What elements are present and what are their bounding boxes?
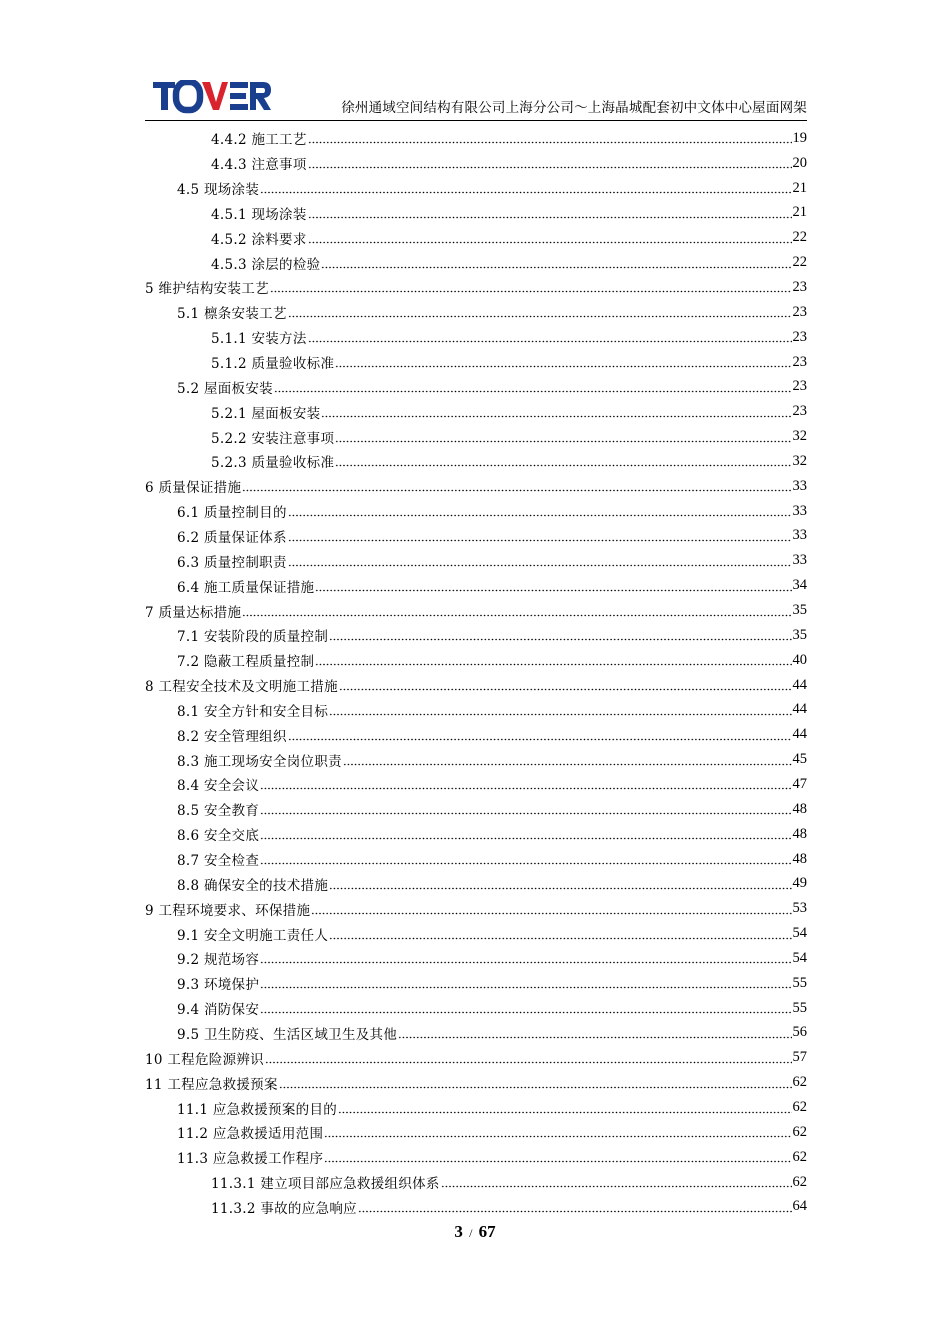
toc-dot-leader — [308, 340, 792, 343]
toc-entry-title: 4.5.3 涂层的检验 — [211, 256, 321, 273]
toc-entry[interactable] — [145, 598, 807, 623]
toc-dot-leader — [324, 1160, 791, 1163]
toc-entry-page-number: 33 — [792, 502, 807, 519]
toc-entry-page-number: 23 — [792, 278, 807, 295]
toc-dot-leader — [279, 1086, 792, 1089]
toc-entry-page-number: 35 — [792, 602, 807, 619]
toc-entry-page-number: 62 — [792, 1099, 807, 1116]
toc-entry-page-number: 40 — [792, 651, 807, 668]
toc-entry[interactable] — [145, 1021, 807, 1046]
toc-dot-leader — [358, 1210, 792, 1213]
toc-dot-leader — [308, 141, 792, 144]
toc-dot-leader — [260, 837, 791, 840]
toc-dot-leader — [338, 1111, 791, 1114]
toc-entry-title: 9.5 卫生防疫、生活区域卫生及其他 — [177, 1026, 398, 1043]
toc-entry-title: 5.2.1 屋面板安装 — [211, 405, 321, 422]
toc-entry-page-number: 49 — [792, 875, 807, 892]
toc-entry-title: 8 工程安全技术及文明施工措施 — [145, 679, 338, 696]
toc-entry-title: 11.3.2 事故的应急响应 — [211, 1200, 357, 1217]
toc-entry[interactable] — [145, 648, 807, 673]
toc-entry-title: 4.5.2 涂料要求 — [211, 231, 307, 248]
toc-entry-title: 8.1 安全方针和安全目标 — [177, 703, 329, 720]
page-header — [145, 78, 807, 120]
toc-entry[interactable] — [145, 151, 807, 176]
toc-entry-page-number: 57 — [792, 1049, 807, 1066]
toc-dot-leader — [288, 738, 792, 741]
toc-entry[interactable] — [145, 921, 807, 946]
toc-dot-leader — [335, 440, 791, 443]
toc-entry[interactable] — [145, 449, 807, 474]
toc-entry-page-number: 48 — [792, 850, 807, 867]
toc-entry[interactable] — [145, 698, 807, 723]
toc-entry-page-number: 32 — [792, 428, 807, 445]
page-separator: / — [469, 1226, 473, 1240]
header-title: 徐州通域空间结构有限公司上海分公司～上海晶城配套初中文体中心屋面网架 — [341, 100, 807, 116]
toc-entry[interactable] — [145, 1145, 807, 1170]
toc-entry-title: 7.1 安装阶段的质量控制 — [177, 629, 329, 646]
toc-dot-leader — [260, 1011, 791, 1014]
toc-entry-title: 11.3 应急救援工作程序 — [177, 1151, 324, 1168]
toc-entry-page-number: 23 — [792, 328, 807, 345]
toc-dot-leader — [242, 489, 791, 492]
toc-entry[interactable] — [145, 325, 807, 350]
toc-entry-title: 9.3 环境保护 — [177, 977, 260, 994]
toc-entry-page-number: 23 — [792, 378, 807, 395]
toc-entry-title: 8.6 安全交底 — [177, 828, 260, 845]
toc-entry-title: 9 工程环境要求、环保措施 — [145, 902, 311, 919]
toc-entry-page-number: 33 — [792, 477, 807, 494]
toc-entry-title: 5.1 檩条安装工艺 — [177, 306, 287, 323]
toc-entry[interactable] — [145, 399, 807, 424]
toc-entry[interactable] — [145, 250, 807, 275]
toc-entry[interactable] — [145, 126, 807, 151]
toc-entry-page-number: 48 — [792, 825, 807, 842]
toc-dot-leader — [335, 365, 791, 368]
toc-entry-title: 5 维护结构安装工艺 — [145, 281, 269, 298]
toc-dot-leader — [329, 937, 791, 940]
toc-entry[interactable] — [145, 375, 807, 400]
toc-entry-page-number: 22 — [792, 229, 807, 246]
toc-dot-leader — [315, 589, 791, 592]
toc-dot-leader — [270, 290, 792, 293]
toc-entry-page-number: 32 — [792, 452, 807, 469]
toc-dot-leader — [308, 216, 792, 219]
toc-entry-page-number: 23 — [792, 303, 807, 320]
toc-dot-leader — [321, 415, 791, 418]
toc-dot-leader — [329, 887, 791, 890]
toc-entry[interactable] — [145, 896, 807, 921]
toc-entry[interactable] — [145, 474, 807, 499]
toc-entry[interactable] — [145, 424, 807, 449]
toc-entry[interactable] — [145, 548, 807, 573]
toc-dot-leader — [324, 1135, 791, 1138]
toc-entry-title: 4.5.1 现场涂装 — [211, 206, 307, 223]
toc-entry-title: 6 质量保证措施 — [145, 480, 242, 497]
toc-entry-page-number: 20 — [792, 154, 807, 171]
toc-entry[interactable] — [145, 1045, 807, 1070]
toc-entry-title: 9.2 规范场容 — [177, 952, 260, 969]
page-number-footer — [0, 1222, 950, 1242]
toc-entry-title: 4.4.3 注意事项 — [211, 157, 307, 174]
toc-entry[interactable] — [145, 822, 807, 847]
toc-entry-title: 7 质量达标措施 — [145, 604, 242, 621]
toc-entry-title: 8.8 确保安全的技术措施 — [177, 877, 329, 894]
toc-entry-title: 5.2 屋面板安装 — [177, 380, 273, 397]
toc-entry-title: 6.2 质量保证体系 — [177, 529, 287, 546]
toc-entry[interactable] — [145, 201, 807, 226]
toc-entry-title: 6.1 质量控制目的 — [177, 505, 287, 522]
toc-dot-leader — [260, 787, 791, 790]
toc-entry-page-number: 44 — [792, 726, 807, 743]
toc-entry-title: 8.4 安全会议 — [177, 778, 260, 795]
toc-entry-page-number: 33 — [792, 552, 807, 569]
toc-entry[interactable] — [145, 673, 807, 698]
toc-entry[interactable] — [145, 225, 807, 250]
toc-dot-leader — [339, 688, 792, 691]
toc-entry[interactable] — [145, 1170, 807, 1195]
current-page-number: 3 — [454, 1222, 463, 1241]
toc-entry-page-number: 44 — [792, 701, 807, 718]
toc-entry-page-number: 23 — [792, 353, 807, 370]
toc-entry[interactable] — [145, 176, 807, 201]
toc-entry-title: 10 工程危险源辨识 — [145, 1051, 264, 1068]
toc-entry-page-number: 64 — [792, 1198, 807, 1215]
toc-entry-title: 5.1.1 安装方法 — [211, 331, 307, 348]
toc-entry[interactable] — [145, 772, 807, 797]
toc-entry-page-number: 48 — [792, 800, 807, 817]
toc-entry[interactable] — [145, 747, 807, 772]
toc-entry-page-number: 62 — [792, 1148, 807, 1165]
toc-dot-leader — [311, 912, 791, 915]
toc-dot-leader — [288, 539, 792, 542]
toc-entry[interactable] — [145, 1120, 807, 1145]
toc-dot-leader — [329, 638, 791, 641]
toc-dot-leader — [321, 266, 791, 269]
toc-entry[interactable] — [145, 300, 807, 325]
toc-entry[interactable] — [145, 623, 807, 648]
toc-entry-title: 5.1.2 质量验收标准 — [211, 356, 335, 373]
toc-dot-leader — [398, 1036, 791, 1039]
toc-entry[interactable] — [145, 797, 807, 822]
toc-entry-title: 11.3.1 建立项目部应急救援组织体系 — [211, 1176, 440, 1193]
toc-dot-leader — [308, 241, 792, 244]
toc-entry-page-number: 33 — [792, 527, 807, 544]
toc-entry-page-number: 45 — [792, 751, 807, 768]
toc-dot-leader — [329, 713, 791, 716]
toc-entry-title: 4.5 现场涂装 — [177, 182, 260, 199]
toc-entry[interactable] — [145, 946, 807, 971]
toc-entry[interactable] — [145, 996, 807, 1021]
toc-dot-leader — [260, 986, 791, 989]
toc-entry-page-number: 44 — [792, 676, 807, 693]
toc-entry-title: 11.2 应急救援适用范围 — [177, 1126, 324, 1143]
toc-entry-title: 7.2 隐蔽工程质量控制 — [177, 654, 315, 671]
toc-dot-leader — [288, 514, 792, 517]
toc-entry[interactable] — [145, 499, 807, 524]
toc-entry-page-number: 55 — [792, 999, 807, 1016]
toc-dot-leader — [274, 390, 792, 393]
toc-entry[interactable] — [145, 524, 807, 549]
toc-entry-page-number: 54 — [792, 949, 807, 966]
toc-dot-leader — [441, 1185, 792, 1188]
toc-dot-leader — [288, 564, 792, 567]
toc-entry-title: 4.4.2 施工工艺 — [211, 132, 307, 149]
total-pages-number: 67 — [478, 1222, 496, 1241]
toc-dot-leader — [288, 315, 792, 318]
toc-entry-title: 6.3 质量控制职责 — [177, 554, 287, 571]
toc-entry-page-number: 62 — [792, 1123, 807, 1140]
toc-entry-page-number: 62 — [792, 1074, 807, 1091]
tower-logo — [153, 80, 271, 114]
toc-entry[interactable] — [145, 722, 807, 747]
toc-entry[interactable] — [145, 350, 807, 375]
toc-dot-leader — [335, 464, 791, 467]
toc-entry[interactable] — [145, 872, 807, 897]
toc-entry-title: 8.2 安全管理组织 — [177, 728, 287, 745]
toc-entry-page-number: 23 — [792, 403, 807, 420]
toc-entry-title: 8.3 施工现场安全岗位职责 — [177, 753, 342, 770]
toc-entry-page-number: 53 — [792, 900, 807, 917]
toc-entry-title: 6.4 施工质量保证措施 — [177, 579, 315, 596]
toc-dot-leader — [260, 812, 791, 815]
toc-entry[interactable] — [145, 847, 807, 872]
toc-dot-leader — [260, 191, 791, 194]
toc-entry-page-number: 22 — [792, 254, 807, 271]
toc-entry-title: 9.4 消防保安 — [177, 1002, 260, 1019]
toc-entry-title: 11.1 应急救援预案的目的 — [177, 1101, 338, 1118]
toc-dot-leader — [260, 862, 791, 865]
toc-entry-page-number: 62 — [792, 1173, 807, 1190]
toc-entry[interactable] — [145, 275, 807, 300]
toc-entry-page-number: 34 — [792, 577, 807, 594]
toc-entry-page-number: 19 — [792, 129, 807, 146]
toc-entry[interactable] — [145, 971, 807, 996]
toc-entry-title: 5.2.3 质量验收标准 — [211, 455, 335, 472]
toc-entry-page-number: 56 — [792, 1024, 807, 1041]
toc-entry[interactable] — [145, 573, 807, 598]
toc-entry[interactable] — [145, 1095, 807, 1120]
toc-entry-title: 9.1 安全文明施工责任人 — [177, 927, 329, 944]
toc-dot-leader — [265, 1061, 792, 1064]
toc-entry-page-number: 47 — [792, 775, 807, 792]
toc-dot-leader — [343, 763, 792, 766]
toc-entry-title: 8.5 安全教育 — [177, 803, 260, 820]
toc-entry[interactable] — [145, 1195, 807, 1220]
toc-entry-page-number: 55 — [792, 974, 807, 991]
toc-entry-page-number: 35 — [792, 626, 807, 643]
toc-entry-page-number: 54 — [792, 925, 807, 942]
toc-entry-page-number: 21 — [792, 179, 807, 196]
toc-entry-title: 8.7 安全检查 — [177, 853, 260, 870]
toc-dot-leader — [315, 663, 791, 666]
toc-dot-leader — [260, 961, 791, 964]
header-divider — [145, 120, 807, 121]
toc-dot-leader — [308, 166, 792, 169]
toc-entry[interactable] — [145, 1070, 807, 1095]
toc-dot-leader — [242, 614, 791, 617]
toc-entry-page-number: 21 — [792, 204, 807, 221]
toc-entry-title: 11 工程应急救援预案 — [145, 1076, 278, 1093]
toc-entry-title: 5.2.2 安装注意事项 — [211, 430, 335, 447]
